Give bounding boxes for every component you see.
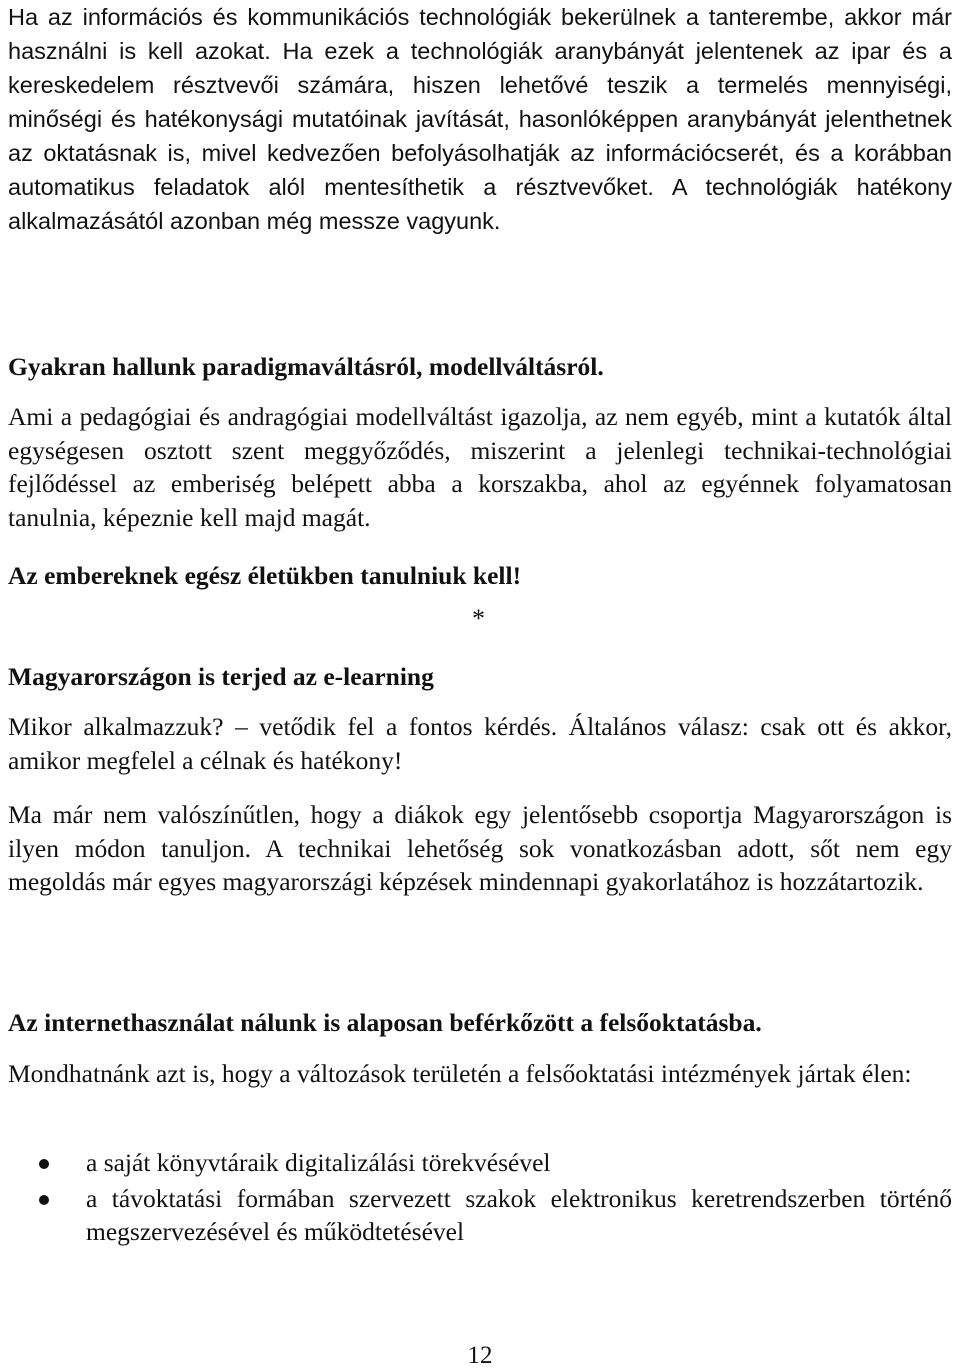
bullet-icon	[39, 1195, 49, 1205]
bullet-list	[8, 1146, 952, 1249]
heading-paradigm-shift: Gyakran hallunk paradigmaváltásról, modellváltásról.	[8, 352, 604, 381]
list-item-text: a saját könyvtáraik digitalizálási törekvésével	[86, 1148, 551, 1177]
list-item-text: a távoktatási formában szervezett szakok elektronikus keretrendszerben történő megszervezésével és működtetésével	[86, 1183, 952, 1247]
page-number: 12	[467, 1342, 493, 1369]
intro-paragraph: Ha az információs és kommunikációs technológiák bekerülnek a tanterembe, akkor már használni is kell azokat. Ha ezek a technológiák aranybányát jelentenek az ipar és a kereskedelem résztvevői számára, hiszen lehetővé teszik a termelés mennyiségi, minőségi és hatékonysági mutatóinak javítását, hasonlóképpen aranybányát jelenthetnek az oktatásnak is, mivel kedvezően befolyásolhatják az információcserét, és a korábban automatikus feladatok alól mentesíthetik a résztvevőket. A technológiák hatékony alkalmazásától azonban még messze vagyunk.	[8, 4, 952, 234]
when-to-use-paragraph: Mikor alkalmazzuk? – vetődik fel a fontos kérdés. Általános válasz: csak ott és akkor, amikor megfelel a célnak és hatékony!	[8, 712, 952, 775]
list-item	[8, 1146, 952, 1180]
heading-internet-use: Az internethasználat nálunk is alaposan beférkőzött a felsőoktatásba.	[8, 1008, 762, 1037]
heading-e-learning: Magyarországon is terjed az e-learning	[8, 662, 434, 691]
section-separator-asterisk: *	[472, 604, 485, 633]
list-item	[8, 1182, 952, 1249]
students-paragraph: Ma már nem valószínűtlen, hogy a diákok egy jelentősebb csoportja Magyarországon is ilyen módon tanuljon. A technikai lehetőség sok vonatkozásban adott, sőt nem egy megoldás már egyes magyarországi képzések mindennapi gyakorlatához is hozzátartozik.	[8, 800, 952, 897]
model-shift-paragraph: Ami a pedagógiai és andragógiai modellváltást igazolja, az nem egyéb, mint a kutatók által egységesen osztott szent meggyőződés, miszerint a jelenlegi technikai-technológiai fejlődéssel az emberiség belépett abba a korszakba, ahol az egyénnek folyamatosan tanulnia, képeznie kell majd magát.	[8, 402, 952, 533]
heading-lifelong-learning: Az embereknek egész életükben tanulniuk kell!	[8, 561, 522, 590]
higher-education-paragraph: Mondhatnánk azt is, hogy a változások területén a felsőoktatási intézmények jártak élen:	[8, 1059, 912, 1088]
bullet-icon	[39, 1159, 49, 1169]
